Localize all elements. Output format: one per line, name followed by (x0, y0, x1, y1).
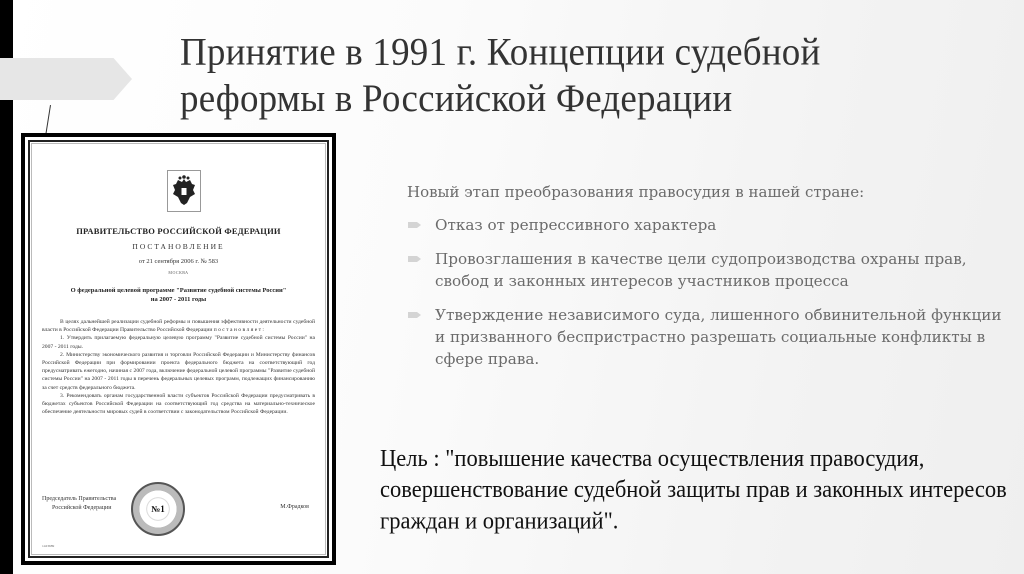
document-subject: О федеральной целевой программе "Развитие судебной системы России" на 2007 - 2011 годы (70, 287, 287, 303)
coat-of-arms-icon (167, 170, 201, 212)
document-government-header: ПРАВИТЕЛЬСТВО РОССИЙСКОЙ ФЕДЕРАЦИИ (76, 226, 281, 236)
signer-title-line-1: Председатель Правительства (42, 496, 117, 502)
document-page (28, 140, 329, 558)
document-body (42, 318, 315, 416)
bullet-text: Провозглашения в качестве цели судопроизводства охраны прав, свобод и законных интересов участников процесса (435, 250, 967, 290)
document-type: ПОСТАНОВЛЕНИЕ (132, 242, 225, 251)
bullet-text: Отказ от репрессивного характера (435, 216, 717, 234)
document-date: от 21 сентября 2006 г. № 583 (138, 258, 219, 265)
government-decree-image (21, 133, 336, 565)
list-item (408, 304, 1008, 370)
arrow-bullet-icon (408, 222, 421, 228)
seal-label: №1 (151, 504, 165, 514)
bullet-text: Утверждение независимого суда, лишенного обвинительной функции и призванного беспристрастно разрешать социальные конфликты в сфере права. (435, 306, 1002, 368)
document-paragraph: 3. Рекомендовать органам государственной власти субъектов Российской Федерации предусматривать в бюджетах субъектов Российской Федерации на соответствующий год средства на материально-техническое обеспечение деятельности мировых судей в соответствии с законодательством Российской Федерации. (42, 392, 315, 416)
signer-title-line-2: Российской Федерации (52, 505, 112, 511)
goal-statement: Цель : "повышение качества осуществления правосудия, совершенствование судебной защиты прав и законных интересов граждан и организаций". (380, 444, 1007, 534)
bullet-list (408, 214, 1008, 382)
document-signer-title (42, 495, 116, 513)
list-item (408, 248, 1008, 292)
chevron-arrow-decoration (0, 58, 132, 100)
slide-title (180, 30, 980, 122)
official-seal-icon (131, 482, 185, 536)
list-item (408, 214, 1008, 236)
document-paragraph: 1. Утвердить прилагаемую федеральную целевую программу "Развитие судебной системы России" на 2007 - 2011 годы. (42, 335, 315, 350)
document-city: МОСКВА (168, 270, 189, 275)
arrow-bullet-icon (408, 256, 421, 262)
intro-text: Новый этап преобразования правосудия в нашей стране: (407, 183, 865, 201)
document-signer-name: М.Фрадков (280, 504, 309, 510)
slide-title-line-2: реформы в Российской Федерации (180, 77, 733, 121)
document-paragraph: 2. Министерству экономического развития и торговли Российской Федерации и Министерству финансов Российской Федерации при формировании проекта федерального бюджета на соответствующий год предусматривать ежегодно, начиная с 2007 года, включение федеральной целевой программы "Развитие судебной системы России" на 2007 - 2011 годы в перечень федеральных целевых программ, подлежащих финансированию за счет средств федерального бюджета. (42, 351, 315, 391)
document-code: 1423689 (42, 544, 55, 548)
document-paragraph: В целях дальнейшей реализации судебной реформы и повышения эффективности деятельности судебной власти в Российской Федерации Правительство Российской Федерации п о с т а н о в л я е т : (42, 319, 315, 334)
arrow-bullet-icon (408, 312, 421, 318)
slide-title-line-1: Принятие в 1991 г. Концепции судебной (180, 31, 821, 75)
